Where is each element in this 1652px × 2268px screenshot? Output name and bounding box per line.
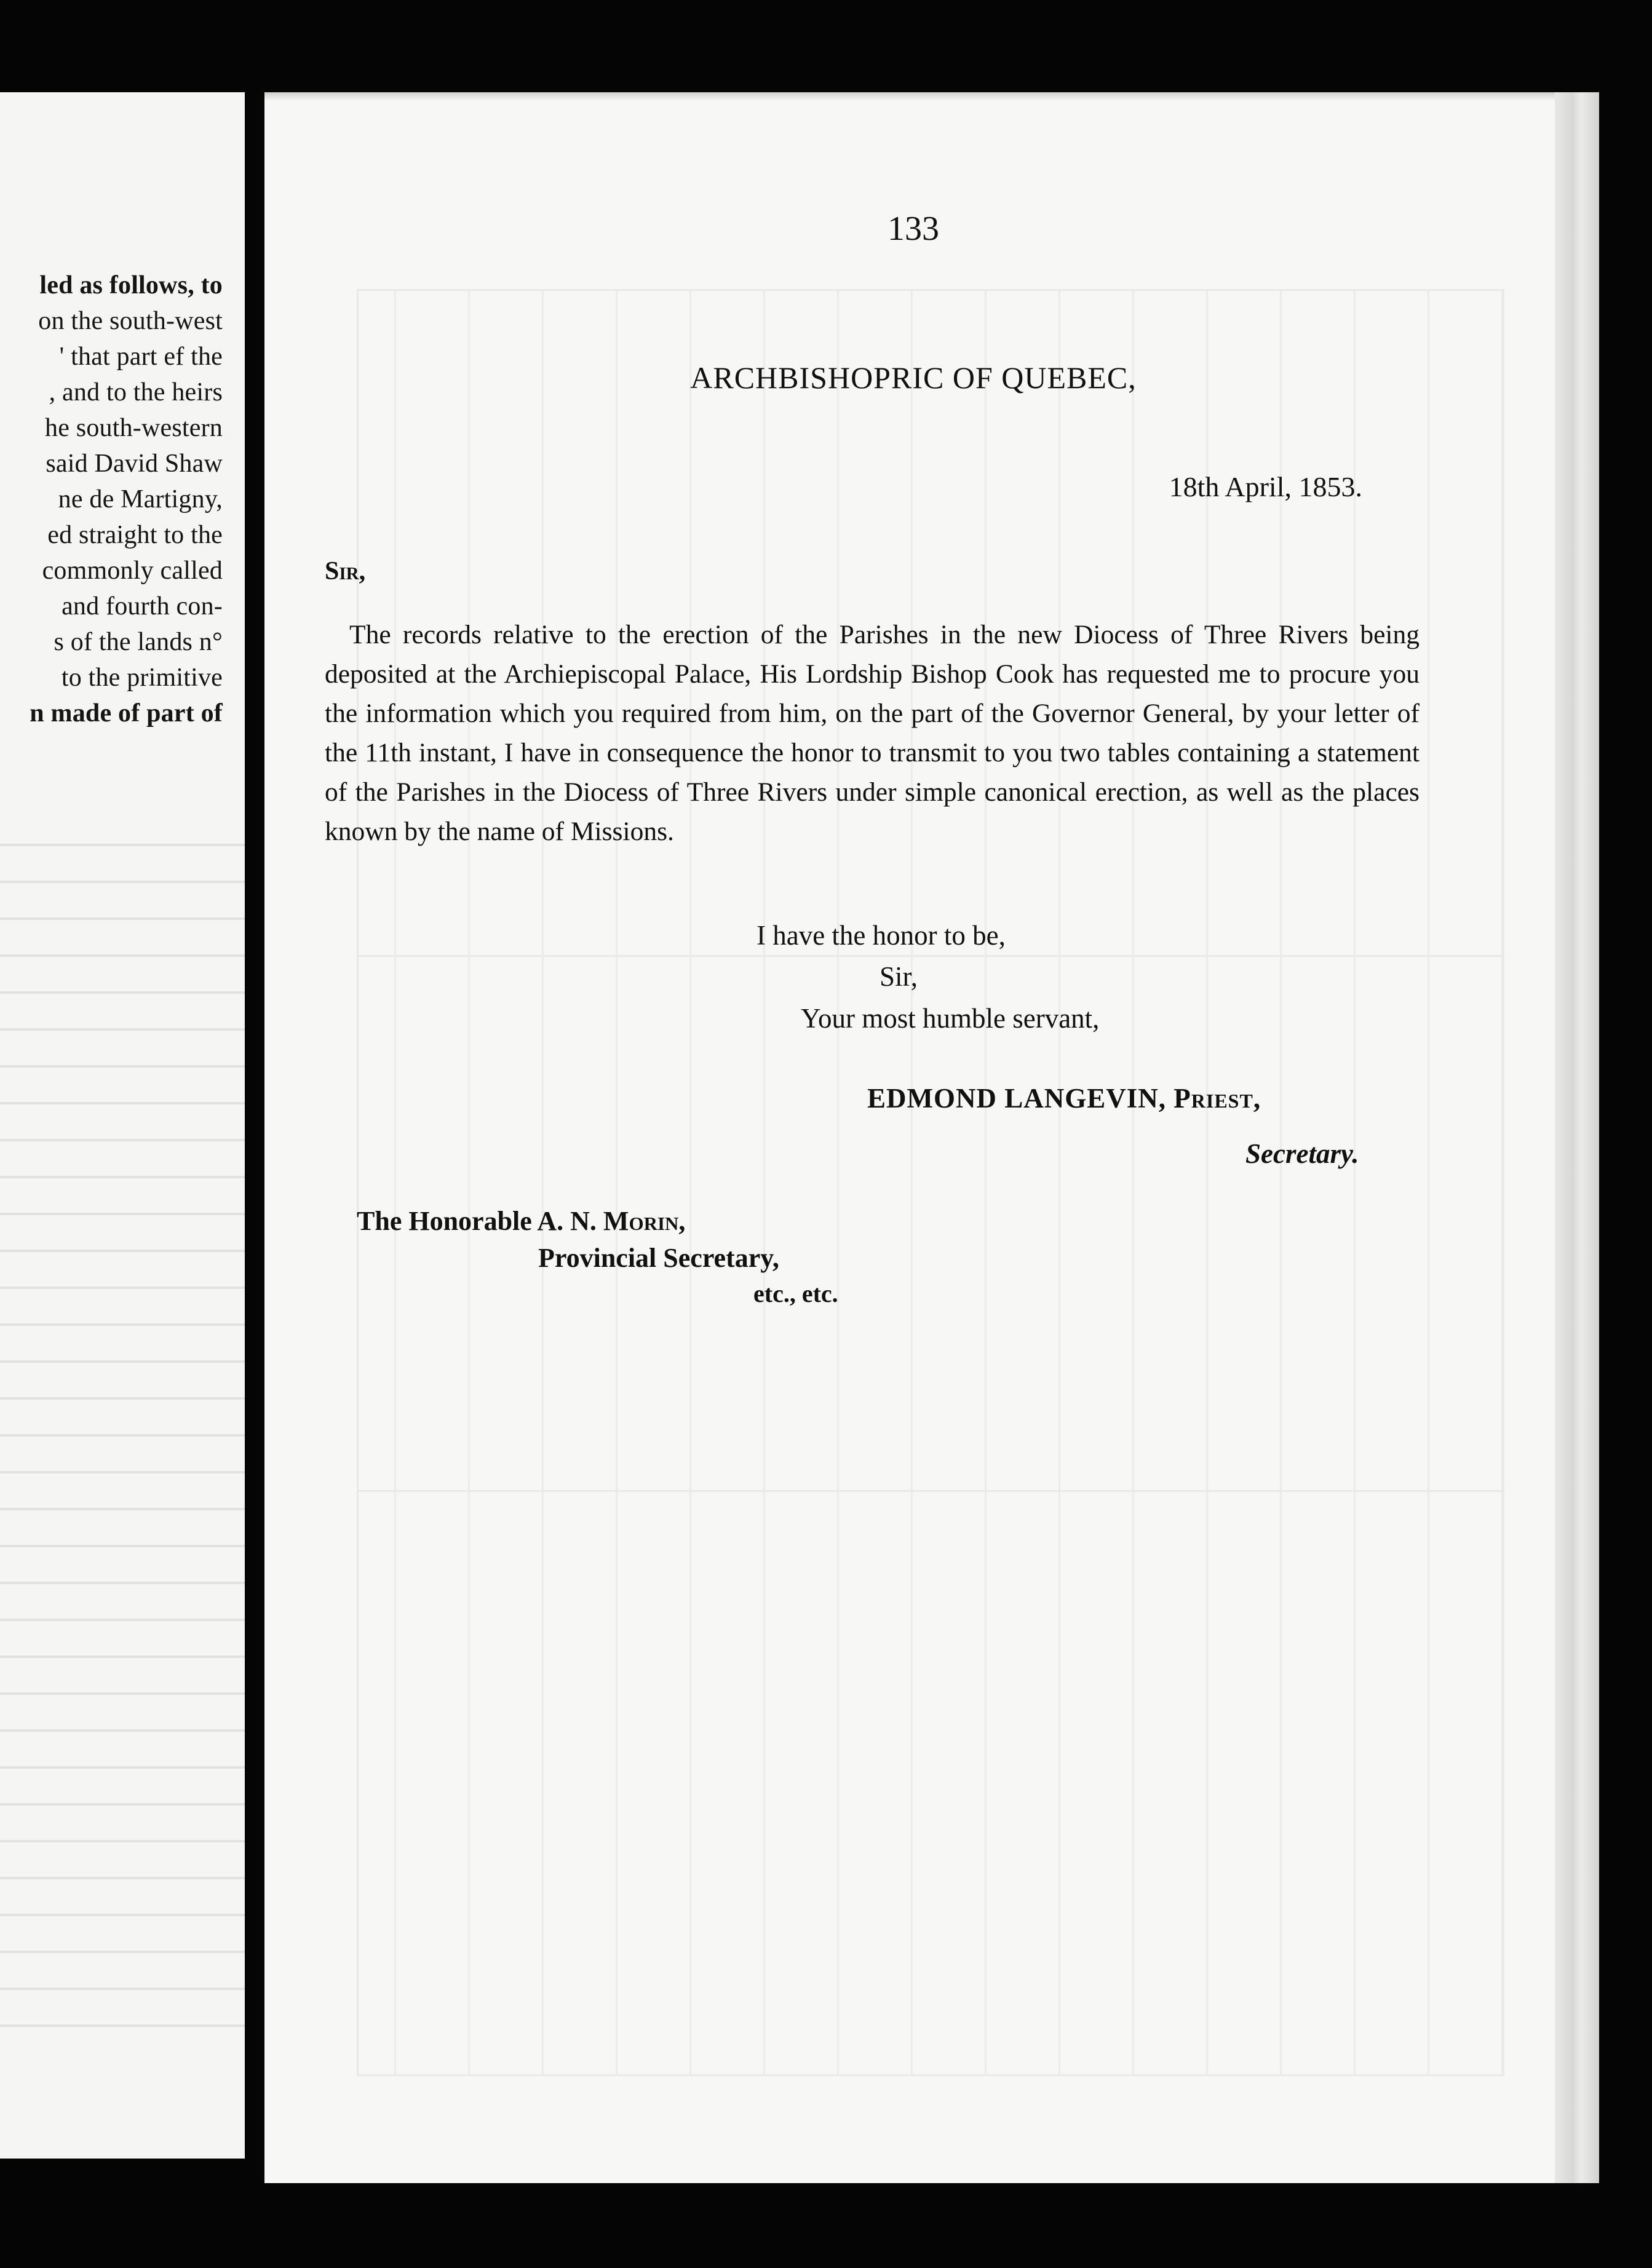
previous-page-fragment <box>0 92 245 2159</box>
addressee-line-1 <box>357 1205 685 1237</box>
left-page-line: he south-western <box>45 414 223 442</box>
left-page-showthrough <box>0 818 245 2048</box>
left-page-line: , and to the heirs <box>49 378 223 406</box>
letter-heading: ARCHBISHOPRIC OF QUEBEC, <box>690 360 1137 395</box>
signature-role: Secretary. <box>1245 1138 1359 1169</box>
left-page-line: commonly called <box>42 557 223 585</box>
letter-page <box>264 92 1599 2183</box>
left-page-line: on the south-west <box>38 307 223 335</box>
page-edge <box>1555 92 1599 2183</box>
showthrough-rule <box>359 1490 1503 1492</box>
page-number: 133 <box>888 210 939 248</box>
closing-line-2: Sir, <box>880 961 918 992</box>
page-top-shadow <box>264 92 1599 101</box>
left-page-line: s of the lands n° <box>54 628 223 656</box>
left-page-line: ed straight to the <box>47 521 223 549</box>
left-page-line: said David Shaw <box>46 450 223 478</box>
addressee-prefix: The Honorable A. N. <box>357 1206 597 1236</box>
reverse-table-showthrough <box>357 289 1504 2076</box>
addressee-name: Morin, <box>603 1206 686 1236</box>
left-page-line: to the primitive <box>61 664 223 692</box>
showthrough-rule <box>359 955 1503 957</box>
letter-date: 18th April, 1853. <box>1169 471 1362 502</box>
signature <box>867 1082 1261 1114</box>
letter-body: The records relative to the erection of the Parishes in the new Diocess of Three Rivers being deposited at the Archiepiscopal Palace, His Lordship Bishop Cook has requested me to procure you the information which you required from him, on the part of the Governor General, by your letter of the 11th instant, I have in consequence the honor to transmit to you two tables containing a statement of the Parishes in the Diocess of Three Rivers under simple canonical erection, as well as the places known by the name of Missions. <box>325 620 1420 846</box>
signature-title: Priest, <box>1173 1083 1261 1114</box>
closing-line-1: I have the honor to be, <box>757 920 1006 951</box>
closing-line-3: Your most humble servant, <box>801 1003 1100 1034</box>
left-page-line: led as follows, to <box>39 271 223 299</box>
addressee-line-3: etc., etc. <box>753 1280 838 1307</box>
left-page-line: ' that part ef the <box>59 343 223 371</box>
left-page-line: and fourth con- <box>62 592 223 621</box>
left-page-line: ne de Martigny, <box>58 485 223 513</box>
salutation: Sir, <box>325 557 366 585</box>
addressee-line-2: Provincial Secretary, <box>538 1243 779 1273</box>
left-page-line: n made of part of <box>30 699 223 728</box>
signature-name: EDMOND LANGEVIN, <box>867 1083 1167 1114</box>
